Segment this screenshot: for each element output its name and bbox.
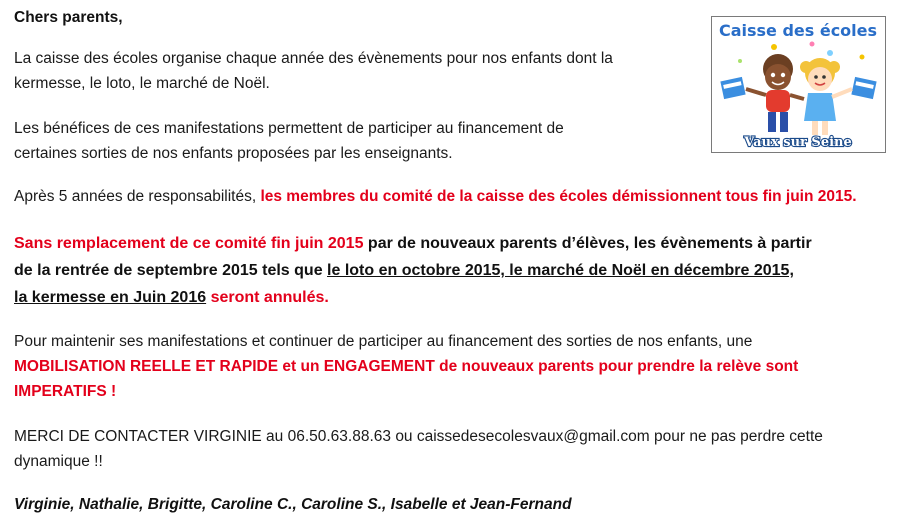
warning-line-2-start: de la rentrée de septembre 2015 tels que: [14, 262, 328, 279]
intro-line-1: La caisse des écoles organise chaque année des évènements pour nos enfants dont la: [14, 50, 613, 67]
contact-line-2: dynamique !!: [14, 453, 103, 470]
intro-line-2: kermesse, le loto, le marché de Noël.: [14, 75, 270, 92]
warning-paragraph: [14, 230, 812, 311]
logo-artwork: [712, 17, 885, 152]
call-line-1: Pour maintenir ses manifestations et continuer de participer au financement des sorties de nos enfants, une: [14, 333, 753, 350]
contact-line-1: MERCI DE CONTACTER VIRGINIE au 06.50.63.88.63 ou caissedesecolesvaux@gmail.com pour ne pas perdre cette: [14, 428, 823, 445]
warning-events-underlined: le loto en octobre 2015, le marché de Noël en décembre 2015,: [327, 262, 794, 279]
signature: Virginie, Nathalie, Brigitte, Caroline C., Caroline S., Isabelle et Jean-Fernand: [14, 496, 572, 513]
sparkle-icon: [738, 42, 865, 64]
benefits-line-1: Les bénéfices de ces manifestations permettent de participer au financement de: [14, 120, 564, 137]
resignation-plain: Après 5 années de responsabilités,: [14, 188, 261, 205]
logo-title: Caisse des écoles: [718, 21, 878, 40]
left-flag-icon: [720, 77, 745, 99]
girl-child-icon: [800, 58, 852, 135]
caisse-des-ecoles-logo: [711, 16, 886, 153]
boy-child-icon: [746, 54, 804, 132]
greeting: Chers parents,: [14, 9, 123, 26]
call-line-2: MOBILISATION REELLE ET RAPIDE et un ENGAGEMENT de nouveaux parents pour prendre la relève sont: [14, 358, 799, 375]
warning-kermesse-underlined: la kermesse en Juin 2016: [14, 289, 207, 306]
warning-red-start: Sans remplacement de ce comité fin juin 2015: [14, 235, 364, 252]
warning-cancelled-red: seront annulés.: [210, 289, 329, 306]
right-flag-icon: [851, 77, 876, 99]
logo-subtitle: Vaux sur Seine: [744, 135, 852, 150]
resignation-paragraph: [14, 184, 857, 209]
benefits-line-2: certaines sorties de nos enfants proposées par les enseignants.: [14, 145, 453, 162]
call-paragraph: [14, 329, 798, 404]
intro-paragraph: [14, 46, 613, 96]
resignation-red-text: les membres du comité de la caisse des écoles démissionnent tous fin juin 2015.: [260, 188, 857, 205]
call-line-3: IMPERATIFS !: [14, 383, 117, 400]
warning-line-1-rest: par de nouveaux parents d’élèves, les évènements à partir: [363, 235, 812, 252]
contact-paragraph: [14, 424, 823, 474]
benefits-paragraph: [14, 116, 564, 166]
